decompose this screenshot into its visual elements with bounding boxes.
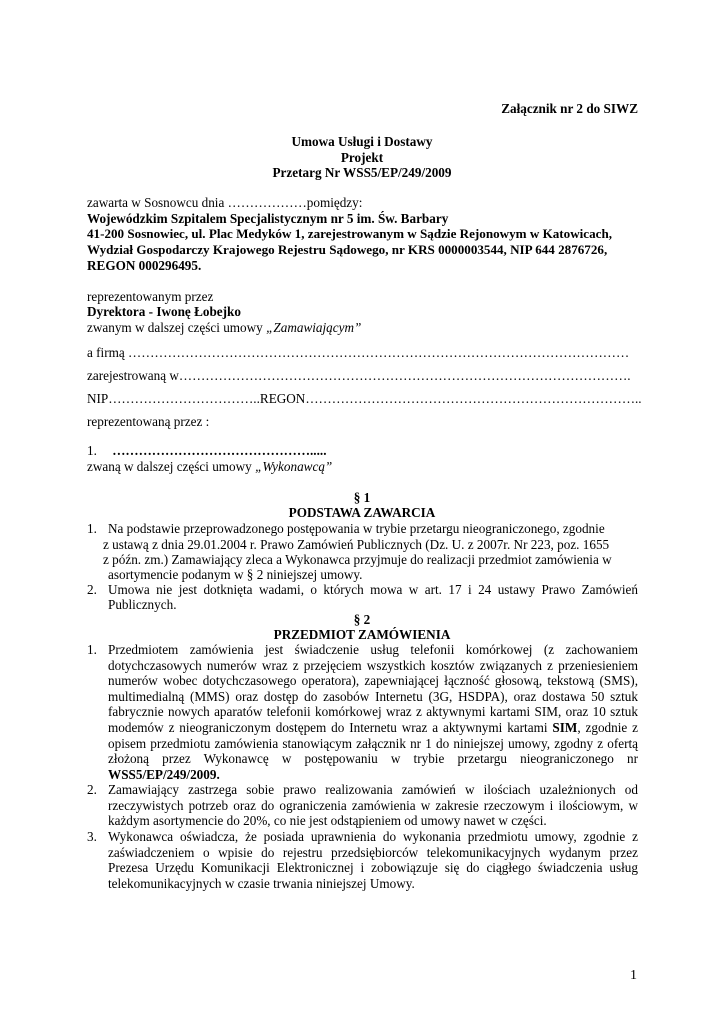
hospital-regon: REGON 000296495. xyxy=(87,258,202,273)
s2-item1-number: 1. xyxy=(87,642,97,657)
contractor-registered-line: zarejestrowaną w…………………………………………………………………………………………. xyxy=(87,368,631,383)
contractor-represented-label: reprezentowaną przez : xyxy=(87,414,210,429)
s2-item1-text xyxy=(108,642,638,782)
s2-item3-number: 3. xyxy=(87,829,97,844)
called-prefix: zwanym w dalszej części umowy xyxy=(87,320,267,335)
s2-item1-text-b: , zgodnie z opisem przedmiotu zamówienia stanowiącym załącznik nr 1 do niniejszej umowy, zgodny z ofertą złożoną przez Wykonawcę w postępowaniu w trybie przetargu nieograniczonego nr xyxy=(108,719,638,767)
s1-item1-line: z późn. zm.) Zamawiający zleca a Wykonawca przyjmuje do realizacji przedmiot zamówienia w xyxy=(103,552,612,567)
document-subtitle: Projekt xyxy=(340,150,384,165)
section2-heading: PRZEDMIOT ZAMÓWIENIA xyxy=(273,627,451,642)
s2-item2-number: 2. xyxy=(87,782,97,797)
ordering-party-name: „Zamawiającym” xyxy=(266,320,362,335)
section1-mark: § 1 xyxy=(353,490,371,505)
tender-number: Przetarg Nr WSS5/EP/249/2009 xyxy=(272,165,452,180)
s2-item1-text-a: Przedmiotem zamówienia jest świadczenie usług telefonii komórkowej (z zachowaniem dotychczasowych numerów wraz z przejęciem wszystkich kosztów związanych z przeniesieniem numerów wobec dotychczasowego operatora), zapewniającej łączność głosową, tekstową (SMS), multimedialną (MMS) oraz dostęp do zasobów Internetu (3G, HSDPA), oraz dostawa 50 sztuk fabrycznie nowych aparatów telefonii komórkowej wraz z aktywnymi kartami SIM, oraz 10 sztuk modemów z nieograniczonym dostępem do Internetu wraz a aktywnymi kartami xyxy=(108,642,638,735)
representative-dots: ………………………………………..... xyxy=(112,443,327,458)
s1-item2-line: Umowa nie jest dotknięta wadami, o których mowa w art. 17 i 24 ustawy Prawo Zamówień xyxy=(108,582,638,597)
annex-label: Załącznik nr 2 do SIWZ xyxy=(501,101,638,116)
s2-item1-tender-ref: WSS5/EP/249/2009. xyxy=(108,766,220,782)
hospital-registry: Wydział Gospodarczy Krajowego Rejestru Sądowego, nr KRS 0000003544, NIP 644 2876726, xyxy=(87,242,608,257)
contractor-clause xyxy=(87,459,332,475)
contractor-name: „Wykonawcą” xyxy=(255,459,333,474)
ordering-party-clause xyxy=(87,320,361,336)
s1-item1-number: 1. xyxy=(87,521,97,536)
contractor-nip-regon-line: NIP……………………………..REGON………………………………………………………………….. xyxy=(87,391,642,406)
s1-item2-number: 2. xyxy=(87,582,97,597)
hospital-address: 41-200 Sosnowiec, ul. Plac Medyków 1, zarejestrowanym w Sądzie Rejonowym w Katowicach, xyxy=(87,226,613,241)
s1-item1-line: asortymencie podanym w § 2 niniejszej umowy. xyxy=(108,567,363,582)
contractor-called-prefix: zwaną w dalszej części umowy xyxy=(87,459,256,474)
section1-heading: PODSTAWA ZAWARCIA xyxy=(288,505,436,520)
representative-number: 1. xyxy=(87,443,97,458)
contractor-representative-line xyxy=(87,443,326,459)
s2-item1-sim: SIM xyxy=(552,719,578,735)
s2-item3-text: Wykonawca oświadcza, że posiada uprawnienia do wykonania przedmiotu umowy, zgodnie z zaświadczeniem o wpisie do rejestru przedsiębiorców telekomunikacyjnych wydanym przez Prezesa Urzędu Komunikacji Elektronicznej i zobowiązuje się do ciągłego świadczenia usług telekomunikacyjnych w czasie trwania niniejszej Umowy. xyxy=(108,829,638,891)
s2-item2-text: Zamawiający zastrzega sobie prawo realizowania zamówień w ilościach uzależnionych od rzeczywistych potrzeb oraz do ograniczenia zamówienia w zakresie rzeczowym i ilościowym, w każdym asortymencie do 20%, co nie jest odstąpieniem od umowy nawet w części. xyxy=(108,782,638,829)
contractor-firm-line: a firmą …………………………………………………………………………………………………… xyxy=(87,345,630,360)
page-number: 1 xyxy=(630,968,637,983)
s1-item2-line: Publicznych. xyxy=(108,597,177,612)
section2-mark: § 2 xyxy=(353,612,371,627)
document-title: Umowa Usługi i Dostawy xyxy=(291,134,433,149)
hospital-name: Wojewódzkim Szpitalem Specjalistycznym nr 5 im. Św. Barbary xyxy=(87,211,449,226)
concluded-line: zawarta w Sosnowcu dnia ………………pomiędzy: xyxy=(87,195,363,210)
s1-item1-line: z ustawą z dnia 29.01.2004 r. Prawo Zamówień Publicznych (Dz. U. z 2007r. Nr 223, poz. 1655 xyxy=(103,537,610,552)
s1-item1-line: Na podstawie przeprowadzonego postępowania w trybie przetargu nieograniczonego, zgodnie xyxy=(108,521,605,536)
director-name: Dyrektora - Iwonę Łobejko xyxy=(87,304,241,319)
represented-label: reprezentowanym przez xyxy=(87,289,214,304)
